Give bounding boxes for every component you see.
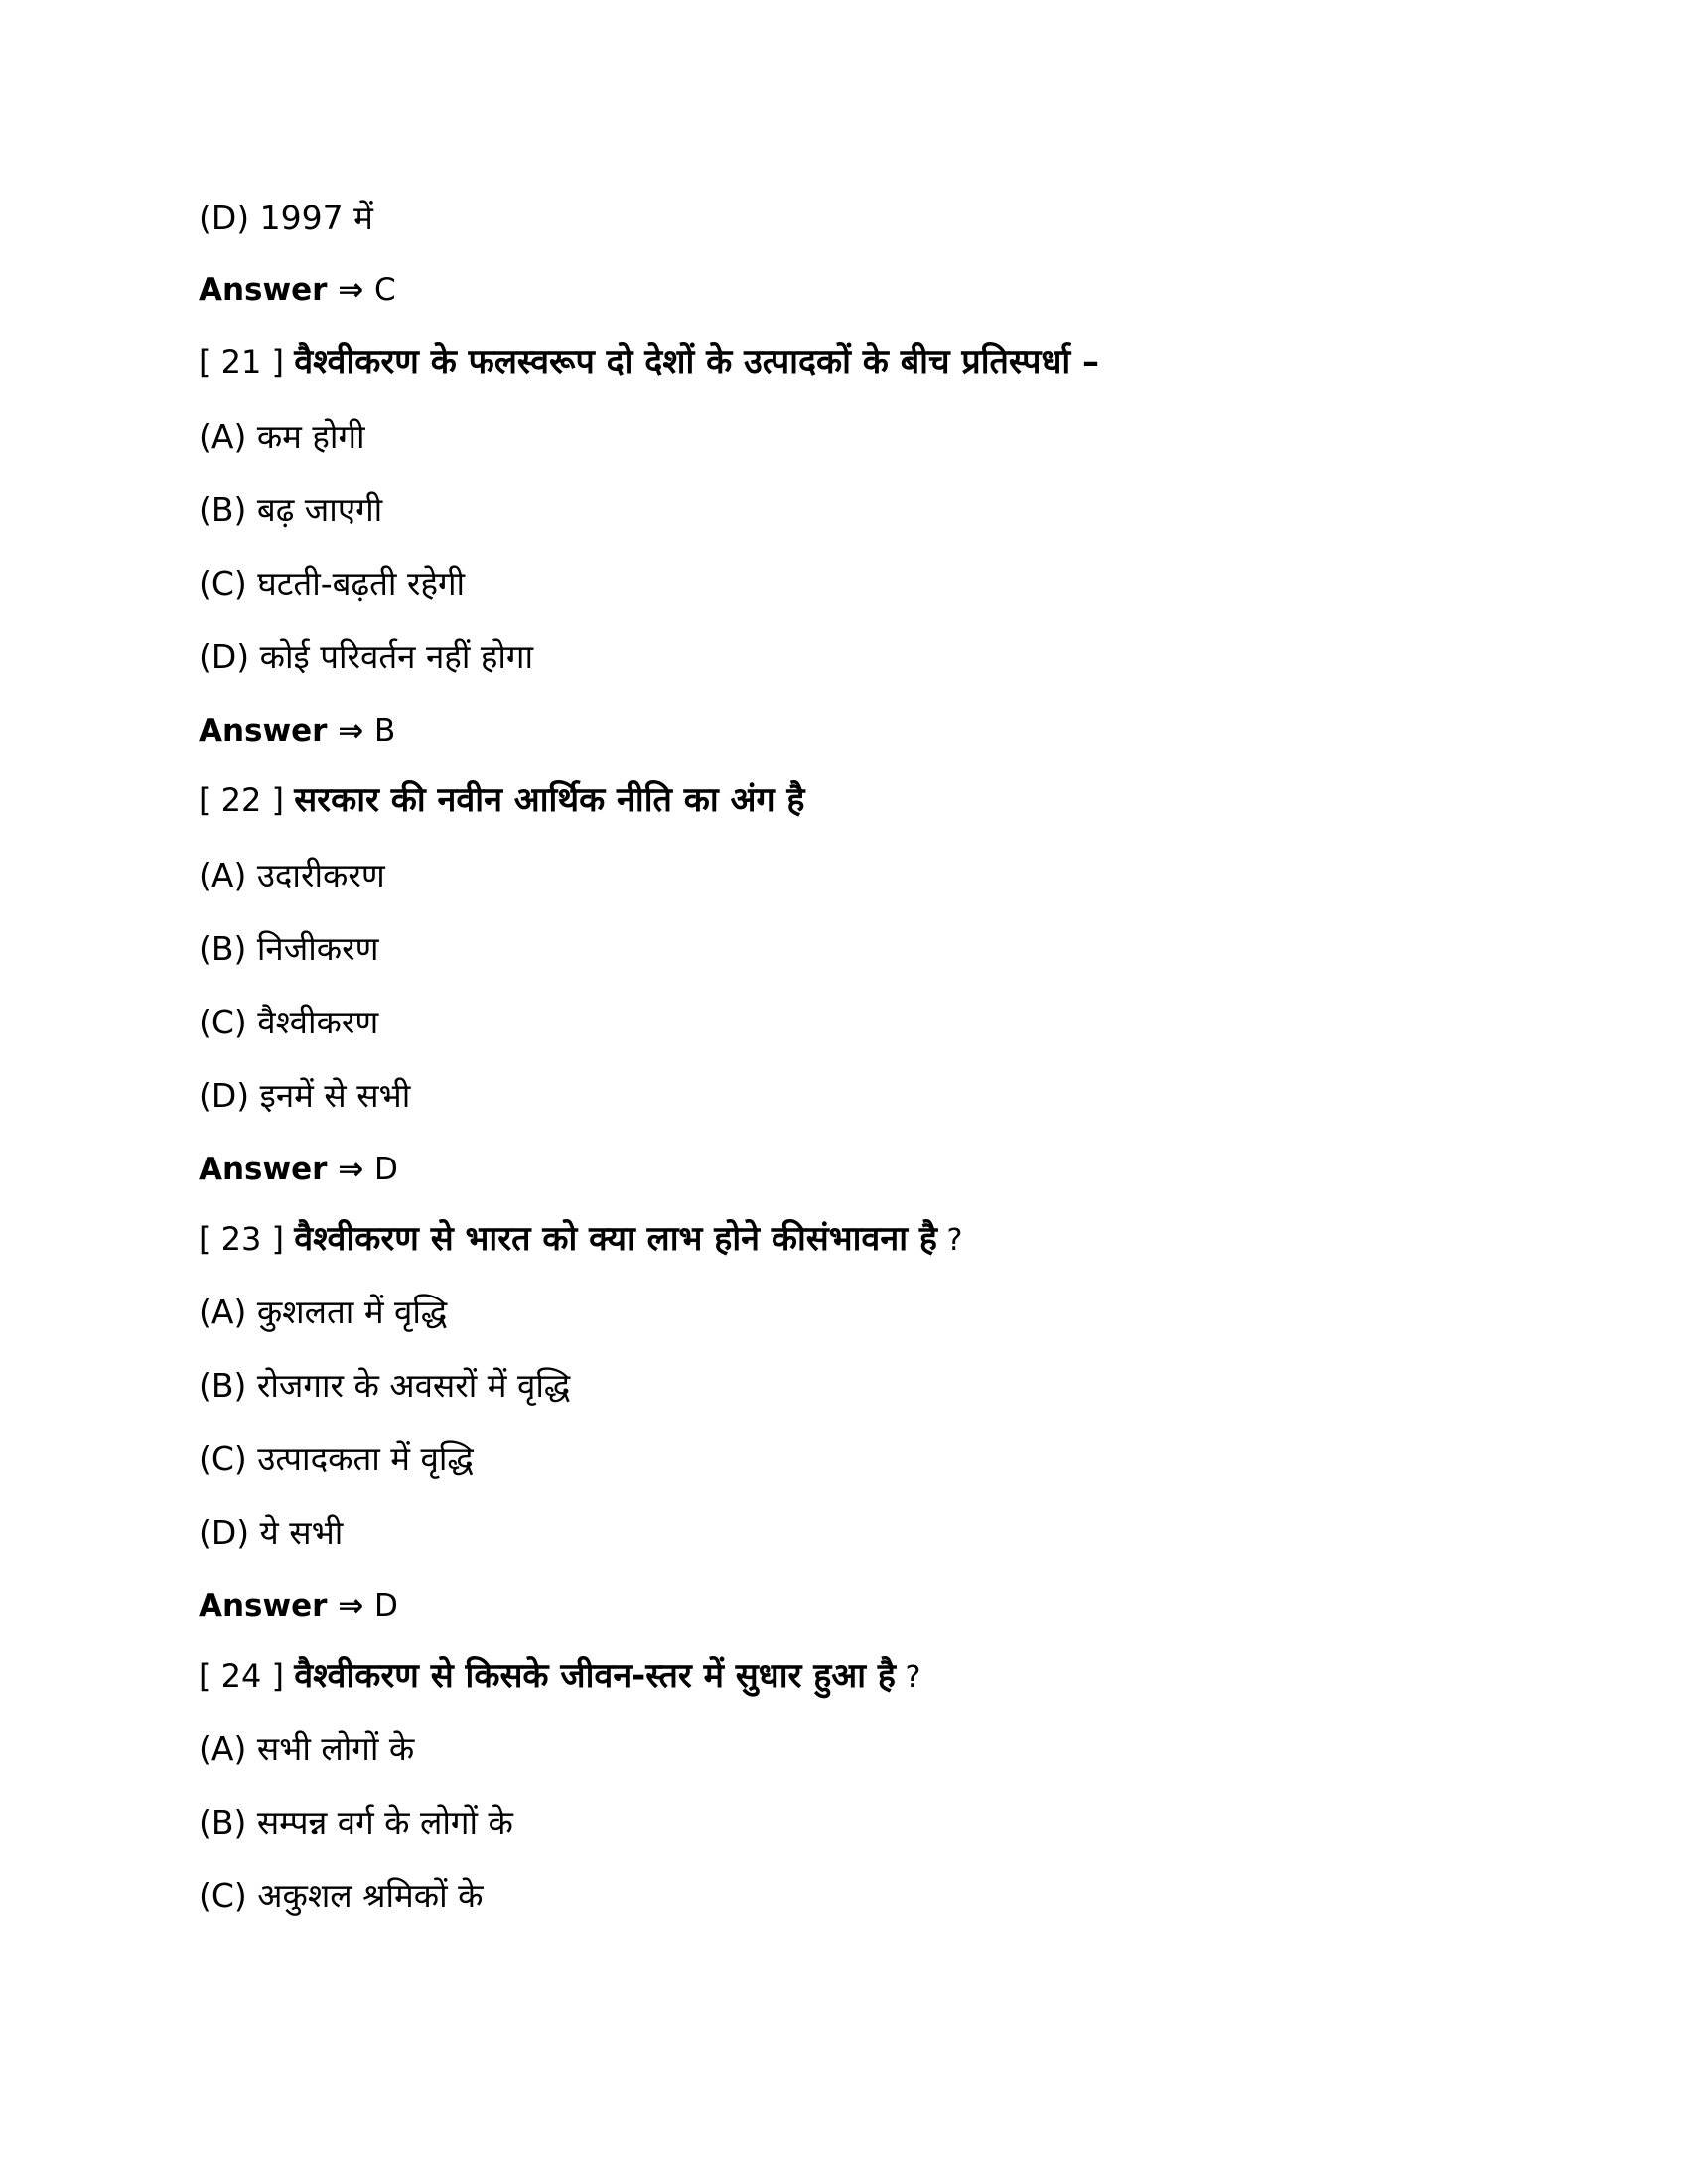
question-21: [ 21 ] वैश्वीकरण के फलस्वरूप दो देशों के उत्पादकों के बीच प्रतिस्पर्धा – xyxy=(199,342,1100,382)
option-a: (A) उदारीकरण xyxy=(199,856,385,894)
question-23: [ 23 ] वैश्वीकरण से भारत को क्या लाभ होने कीसंभावना है ? xyxy=(199,1219,963,1259)
option-d: (D) 1997 में xyxy=(199,199,373,237)
answer-line: Answer ⇒ C xyxy=(199,272,396,308)
question-22: [ 22 ] सरकार की नवीन आर्थिक नीति का अंग है xyxy=(199,780,805,820)
answer-line: Answer ⇒ B xyxy=(199,713,396,749)
option-c: (C) घटती-बढ़ती रहेगी xyxy=(199,564,466,603)
option-d: (D) कोई परिवर्तन नहीं होगा xyxy=(199,637,534,676)
option-a: (A) सभी लोगों के xyxy=(199,1729,415,1768)
option-b: (B) सम्पन्न वर्ग के लोगों के xyxy=(199,1803,513,1842)
option-b: (B) रोजगार के अवसरों में वृद्धि xyxy=(199,1366,571,1405)
answer-line: Answer ⇒ D xyxy=(199,1588,398,1624)
question-24: [ 24 ] वैश्वीकरण से किसके जीवन-स्तर में सुधार हुआ है ? xyxy=(199,1656,921,1696)
option-d: (D) ये सभी xyxy=(199,1513,344,1552)
option-b: (B) बढ़ जाएगी xyxy=(199,490,383,529)
option-c: (C) उत्पादकता में वृद्धि xyxy=(199,1439,474,1478)
answer-line: Answer ⇒ D xyxy=(199,1152,398,1187)
option-d: (D) इनमें से सभी xyxy=(199,1076,411,1115)
option-a: (A) कुशलता में वृद्धि xyxy=(199,1293,448,1331)
option-b: (B) निजीकरण xyxy=(199,929,379,968)
option-a: (A) कम होगी xyxy=(199,417,365,456)
option-c: (C) अकुशल श्रमिकों के xyxy=(199,1876,484,1915)
option-c: (C) वैश्वीकरण xyxy=(199,1003,379,1041)
